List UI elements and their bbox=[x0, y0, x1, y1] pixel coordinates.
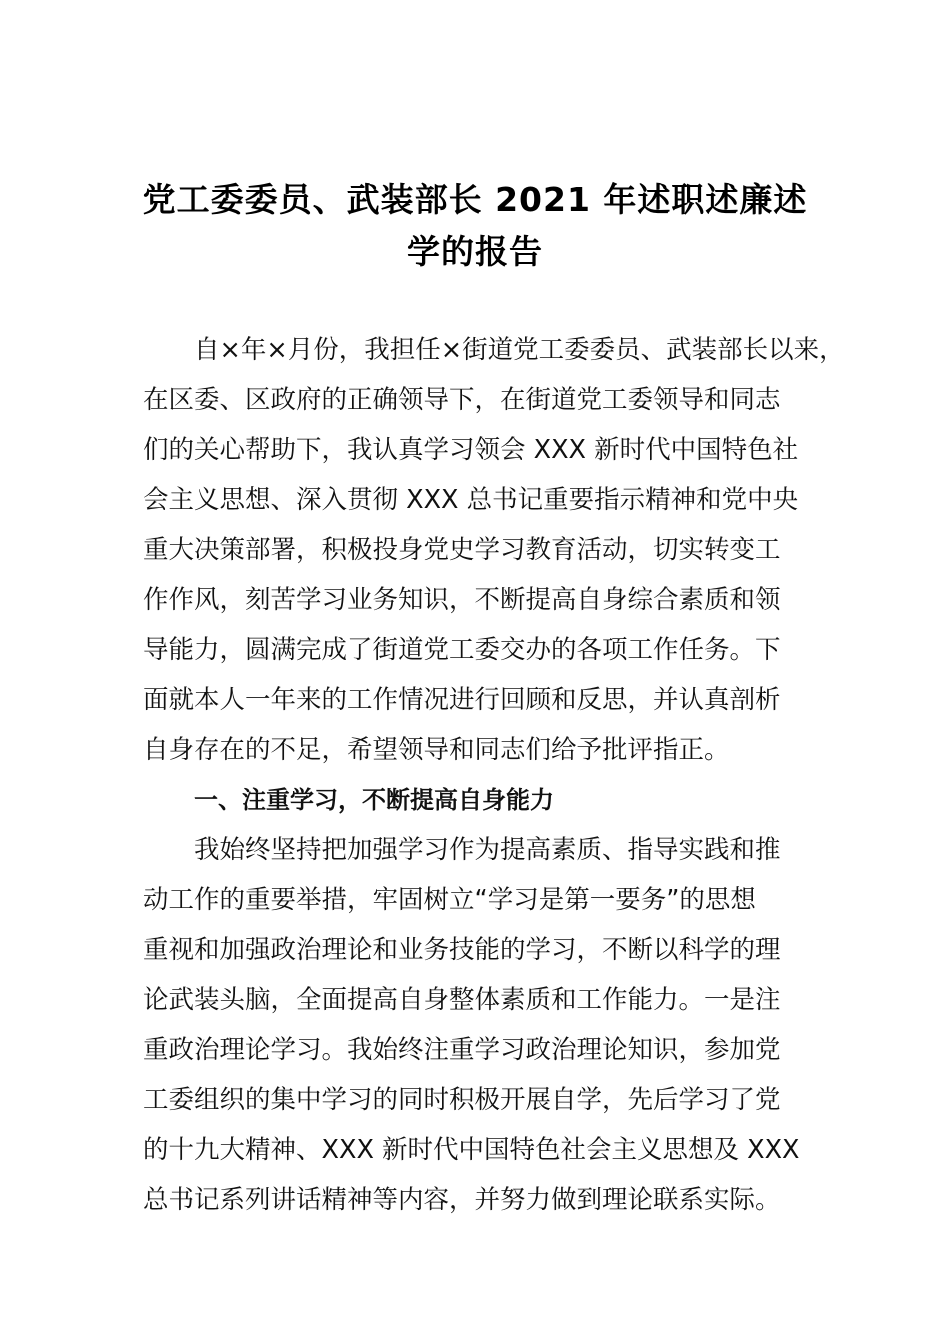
paragraph-1-line-6: 作作风，刻苦学习业务知识，不断提高自身综合素质和领 bbox=[143, 585, 781, 615]
section-heading-1: 一、注重学习，不断提高自身能力 bbox=[194, 786, 554, 814]
paragraph-2-line-6: 工委组织的集中学习的同时积极开展自学，先后学习了党 bbox=[143, 1085, 781, 1115]
paragraph-1-line-2: 在区委、区政府的正确领导下，在街道党工委领导和同志 bbox=[143, 385, 781, 415]
paragraph-1-line-9: 自身存在的不足，希望领导和同志们给予批评指正。 bbox=[143, 735, 730, 765]
paragraph-2-line-2: 动工作的重要举措，牢固树立“学习是第一要务”的思想 bbox=[143, 885, 756, 915]
paragraph-2-line-5: 重政治理论学习。我始终注重学习政治理论知识，参加党 bbox=[143, 1035, 781, 1065]
paragraph-1-line-7: 导能力，圆满完成了街道党工委交办的各项工作任务。下 bbox=[143, 635, 781, 665]
paragraph-2-line-4: 论武装头脑，全面提高自身整体素质和工作能力。一是注 bbox=[143, 985, 781, 1015]
paragraph-1-line-8: 面就本人一年来的工作情况进行回顾和反思，并认真剖析 bbox=[143, 685, 781, 715]
paragraph-1-line-1: 自×年×月份，我担任×街道党工委委员、武装部长以来， bbox=[194, 335, 845, 365]
paragraph-1-line-4: 会主义思想、深入贯彻 XXX 总书记重要指示精神和党中央 bbox=[143, 485, 799, 515]
paragraph-2-line-1: 我始终坚持把加强学习作为提高素质、指导实践和推 bbox=[194, 835, 781, 865]
paragraph-2-line-3: 重视和加强政治理论和业务技能的学习，不断以科学的理 bbox=[143, 935, 781, 965]
paragraph-2-line-7: 的十九大精神、XXX 新时代中国特色社会主义思想及 XXX bbox=[143, 1135, 800, 1165]
paragraph-1-line-3: 们的关心帮助下，我认真学习领会 XXX 新时代中国特色社 bbox=[143, 435, 799, 465]
document-title-line-2: 学的报告 bbox=[407, 232, 543, 271]
paragraph-1-line-5: 重大决策部署，积极投身党史学习教育活动，切实转变工 bbox=[143, 535, 781, 565]
paragraph-2-line-8: 总书记系列讲话精神等内容，并努力做到理论联系实际。 bbox=[143, 1185, 781, 1215]
document-title-line-1: 党工委委员、武装部长 2021 年述职述廉述 bbox=[142, 180, 808, 219]
